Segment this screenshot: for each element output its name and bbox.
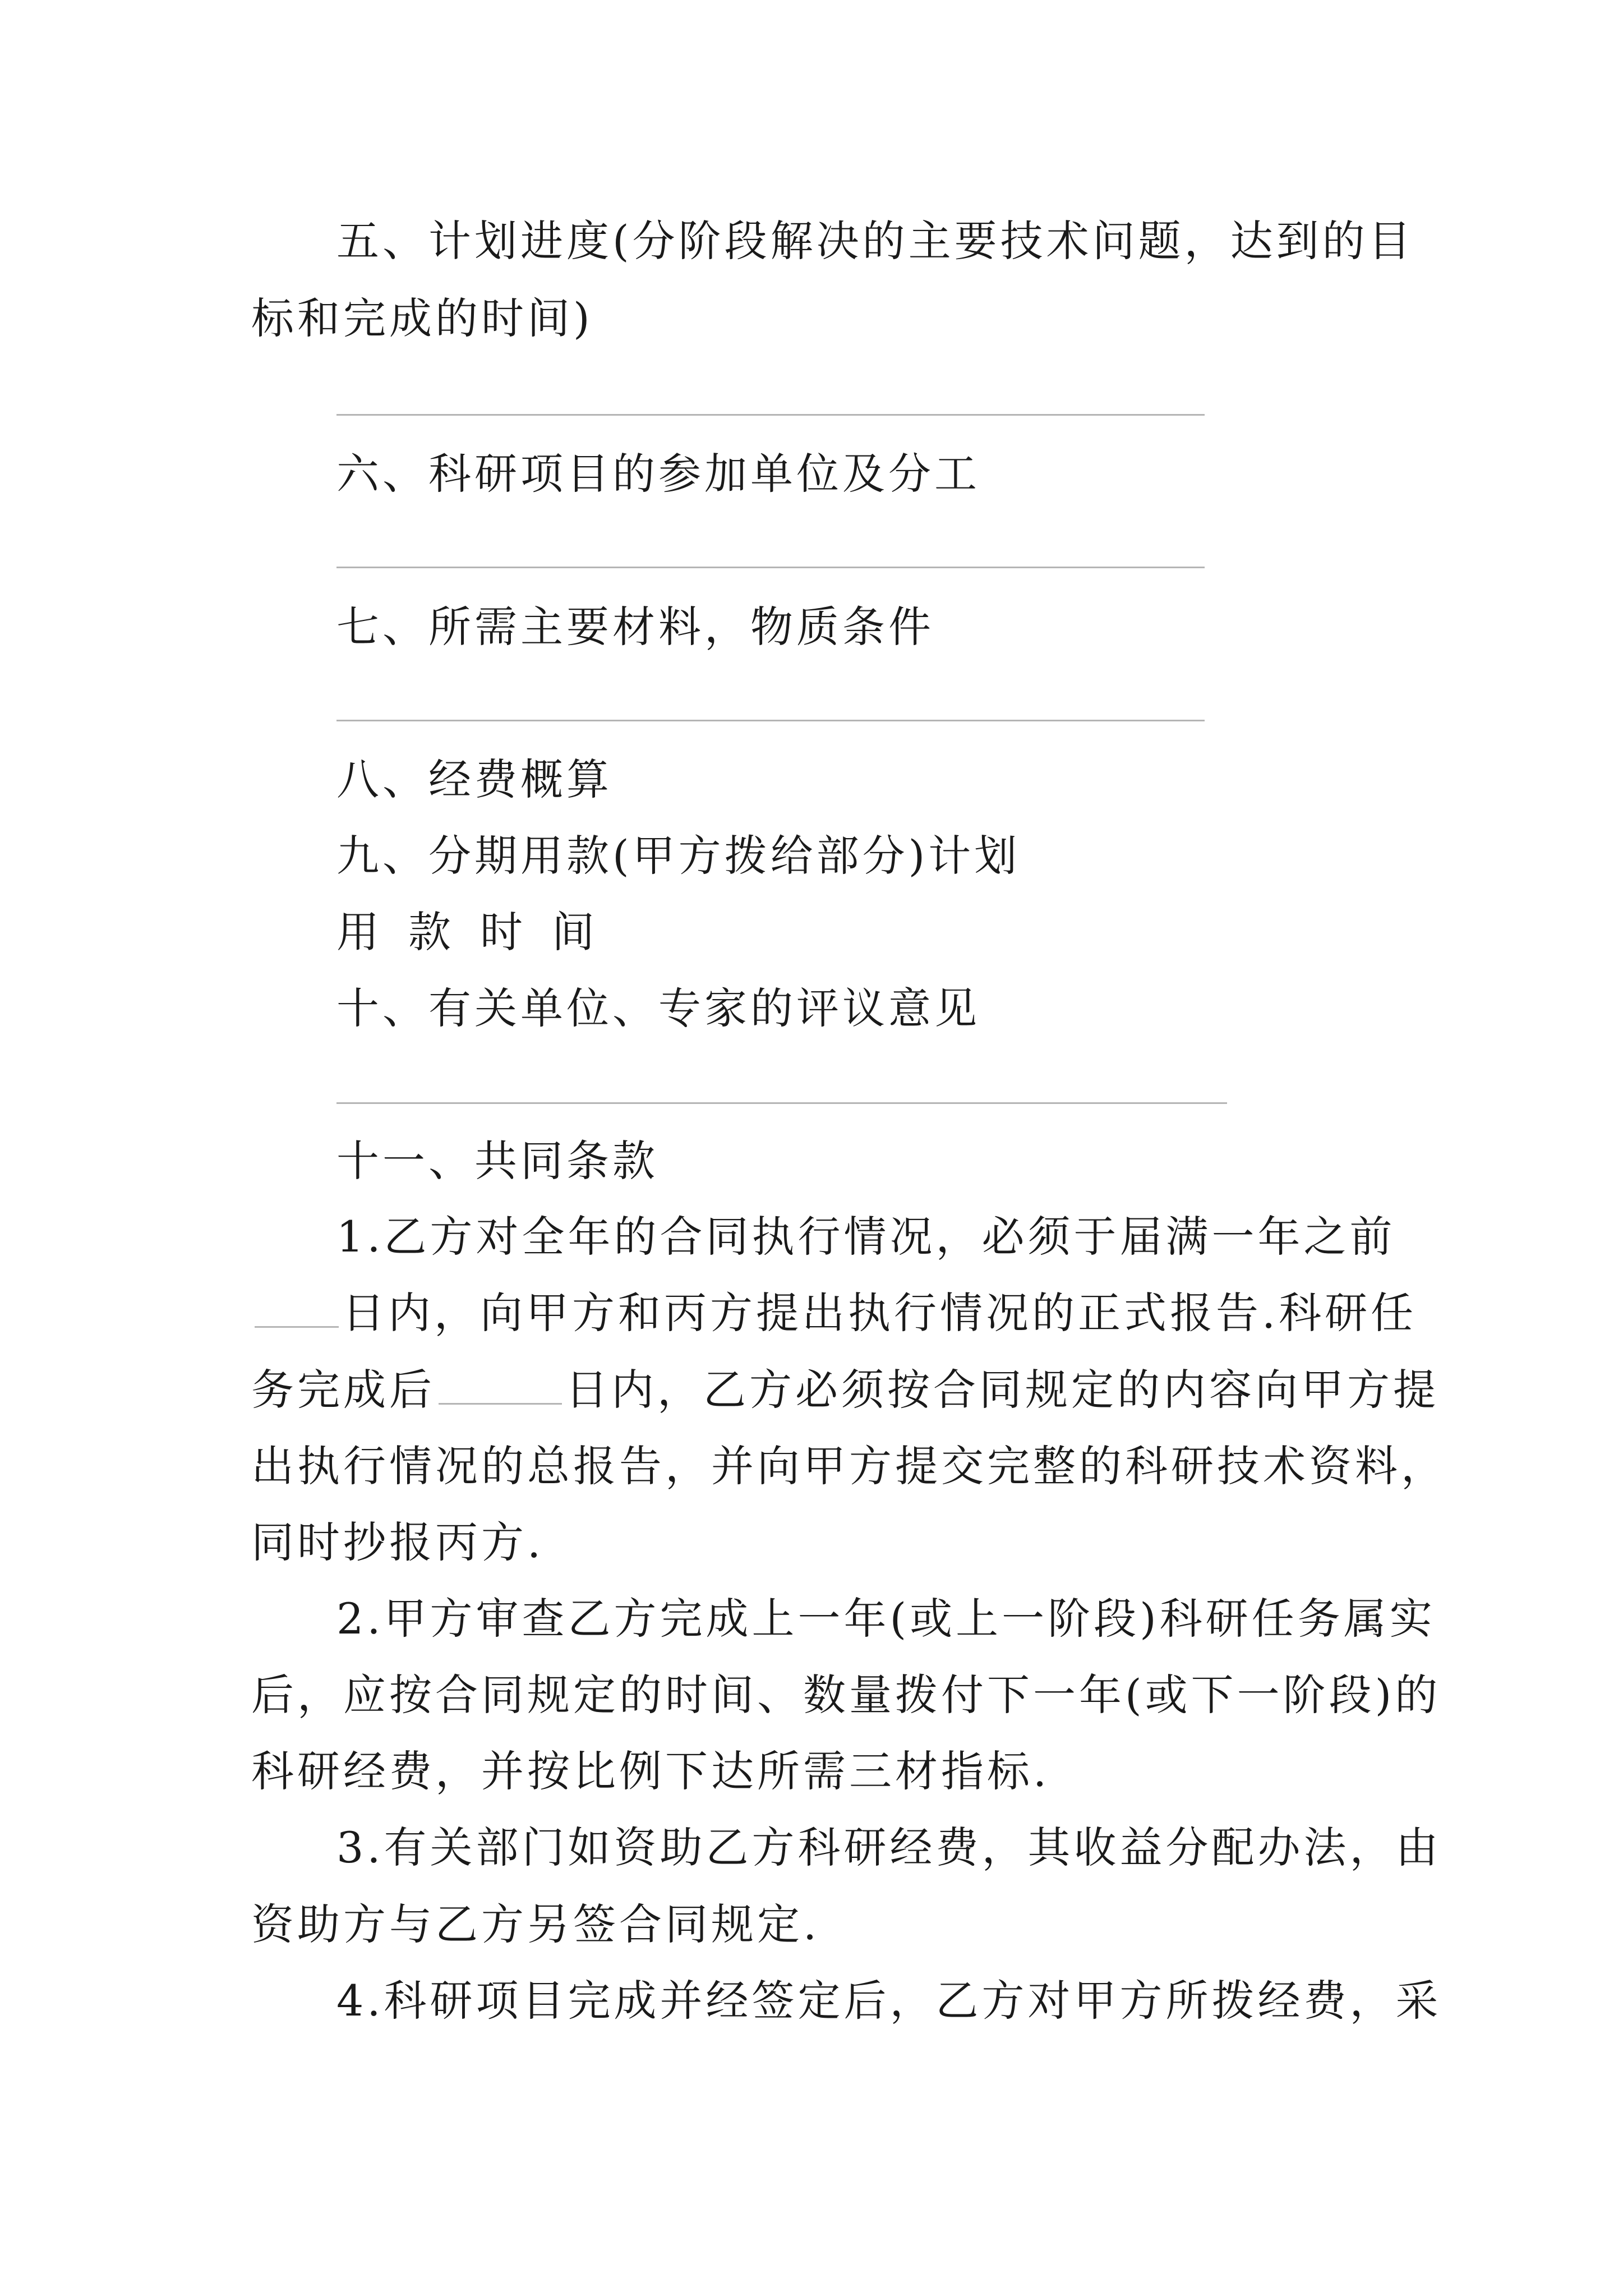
section-6-heading: 六、科研项目的参加单位及分工 [336, 449, 980, 499]
clause-2-line-1: 2.甲方审查乙方完成上一年(或上一阶段)科研任务属实 [336, 1594, 1436, 1644]
clause-1-line-1: 1.乙方对全年的合同执行情况，必须于届满一年之前 [336, 1212, 1396, 1262]
clause-2-line-3: 科研经费，并按比例下达所需三材指标. [251, 1746, 1050, 1796]
blank-days-field [255, 1324, 339, 1328]
fill-in-line-section-5 [336, 414, 1205, 416]
clause-3-line-2: 资助方与乙方另签合同规定. [251, 1899, 820, 1949]
clause-1-line-3-suffix: 日内，乙方必须按合同规定的内容向甲方提 [565, 1365, 1439, 1415]
clause-1-line-3-prefix: 务完成后 [251, 1365, 435, 1415]
clause-1-line-2 [251, 1285, 1417, 1341]
blank-days-field-2 [439, 1401, 562, 1405]
clause-1-line-3 [251, 1362, 1439, 1418]
clause-4-line-1: 4.科研项目完成并经签定后，乙方对甲方所拨经费，采 [336, 1976, 1442, 2026]
fill-in-line-section-10 [336, 1102, 1227, 1104]
fill-in-line-section-6 [336, 567, 1205, 568]
clause-2-line-2: 后，应按合同规定的时间、数量拨付下一年(或下一阶段)的 [251, 1670, 1441, 1720]
section-11-heading: 十一、共同条款 [336, 1136, 658, 1186]
section-9-heading: 九、分期用款(甲方拨给部分)计划 [336, 831, 1021, 881]
section-8-heading: 八、经费概算 [336, 754, 612, 804]
section-5-heading-line-1: 五、计划进度(分阶段解决的主要技术问题，达到的目 [336, 216, 1414, 266]
section-7-heading: 七、所需主要材料，物质条件 [336, 602, 934, 652]
clause-1-line-4: 出执行情况的总报告，并向甲方提交完整的科研技术资料， [251, 1441, 1447, 1491]
clause-1-line-5: 同时抄报丙方. [251, 1517, 545, 1567]
section-10-heading: 十、有关单位、专家的评议意见 [336, 983, 980, 1033]
section-5-heading-line-2: 标和完成的时间) [251, 293, 593, 343]
section-9-subheading: 用款时间 [336, 907, 624, 957]
fill-in-line-section-7 [336, 720, 1205, 721]
clause-3-line-1: 3.有关部门如资助乙方科研经费，其收益分配办法，由 [336, 1823, 1442, 1872]
clause-1-line-2-text: 日内，向甲方和丙方提出执行情况的正式报告.科研任 [342, 1288, 1417, 1338]
